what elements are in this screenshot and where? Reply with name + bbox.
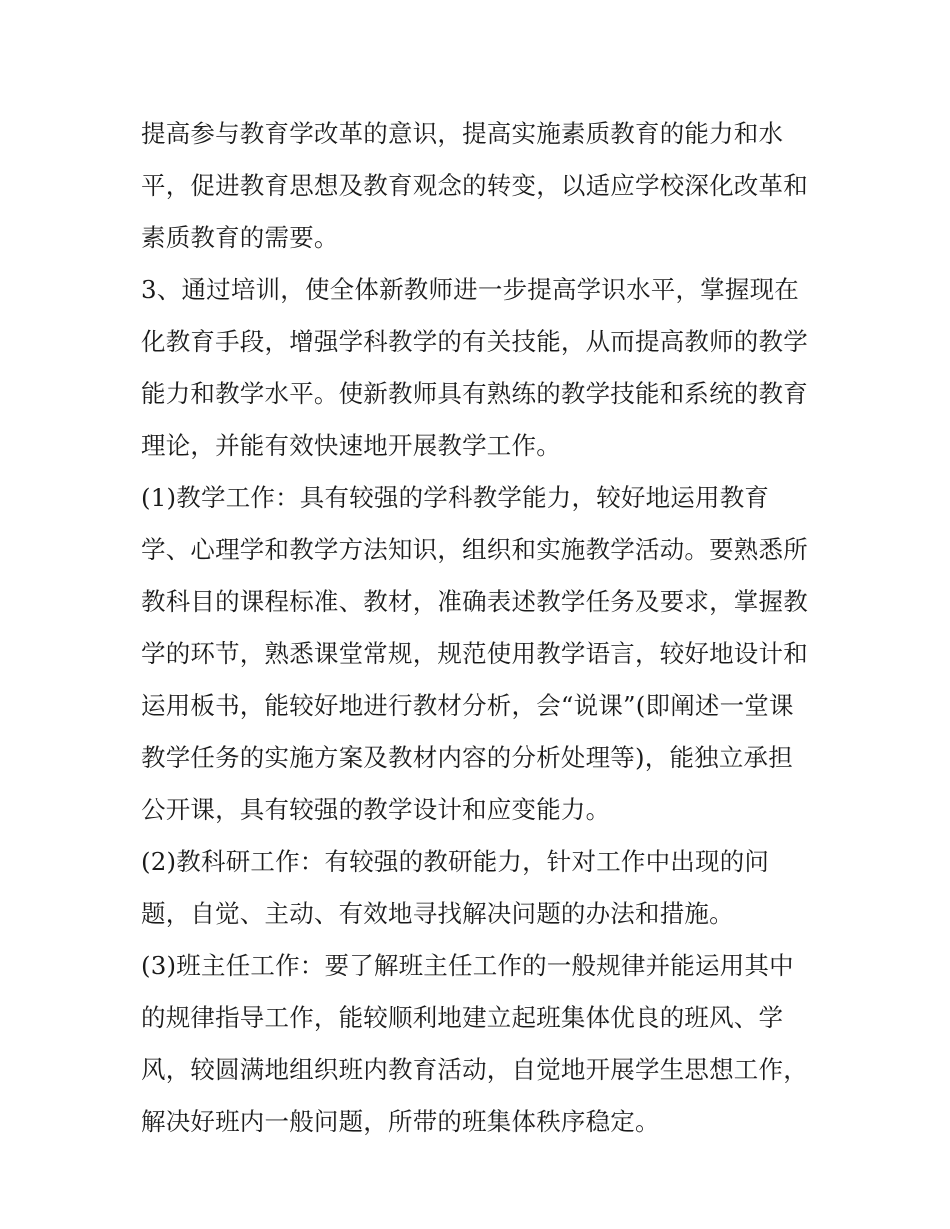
text-line: 平，促进教育思想及教育观念的转变，以适应学校深化改革和 [141, 171, 808, 200]
text-line: 的规律指导工作，能较顺利地建立起班集体优良的班风、学 [141, 1003, 784, 1032]
text-line: 理论，并能有效快速地开展教学工作。 [141, 431, 561, 460]
text-line: 教科目的课程标准、教材，准确表述教学任务及要求，掌握教 [141, 587, 808, 616]
text-line: 题，自觉、主动、有效地寻找解决问题的办法和措施。 [141, 899, 734, 928]
text-line: 运用板书，能较好地进行教材分析，会“说课”(即阐述一堂课 [141, 691, 794, 720]
text-line: 解决好班内一般问题，所带的班集体秩序稳定。 [141, 1107, 660, 1136]
text-line: 教学任务的实施方案及教材内容的分析处理等)，能独立承担 [141, 743, 793, 772]
text-line: 素质教育的需要。 [141, 223, 339, 252]
text-line: 3、通过培训，使全体新教师进一步提高学识水平，掌握现在 [141, 275, 799, 304]
text-line: 提高参与教育学改革的意识，提高实施素质教育的能力和水 [141, 119, 784, 148]
text-line: (1)教学工作：具有较强的学科教学能力，较好地运用教育 [141, 483, 770, 512]
text-line: 公开课，具有较强的教学设计和应变能力。 [141, 795, 611, 824]
body-text [141, 108, 821, 1148]
text-line: 风，较圆满地组织班内教育活动，自觉地开展学生思想工作， [141, 1055, 808, 1084]
text-line: 学的环节，熟悉课堂常规，规范使用教学语言，较好地设计和 [141, 639, 808, 668]
text-line: 学、心理学和教学方法知识，组织和实施教学活动。要熟悉所 [141, 535, 808, 564]
text-line: 能力和教学水平。使新教师具有熟练的教学技能和系统的教育 [141, 379, 808, 408]
text-line: (2)教科研工作：有较强的教研能力，针对工作中出现的问 [141, 847, 770, 876]
text-line: 化教育手段，增强学科教学的有关技能，从而提高教师的教学 [141, 327, 808, 356]
text-line: (3)班主任工作：要了解班主任工作的一般规律并能运用其中 [141, 951, 794, 980]
